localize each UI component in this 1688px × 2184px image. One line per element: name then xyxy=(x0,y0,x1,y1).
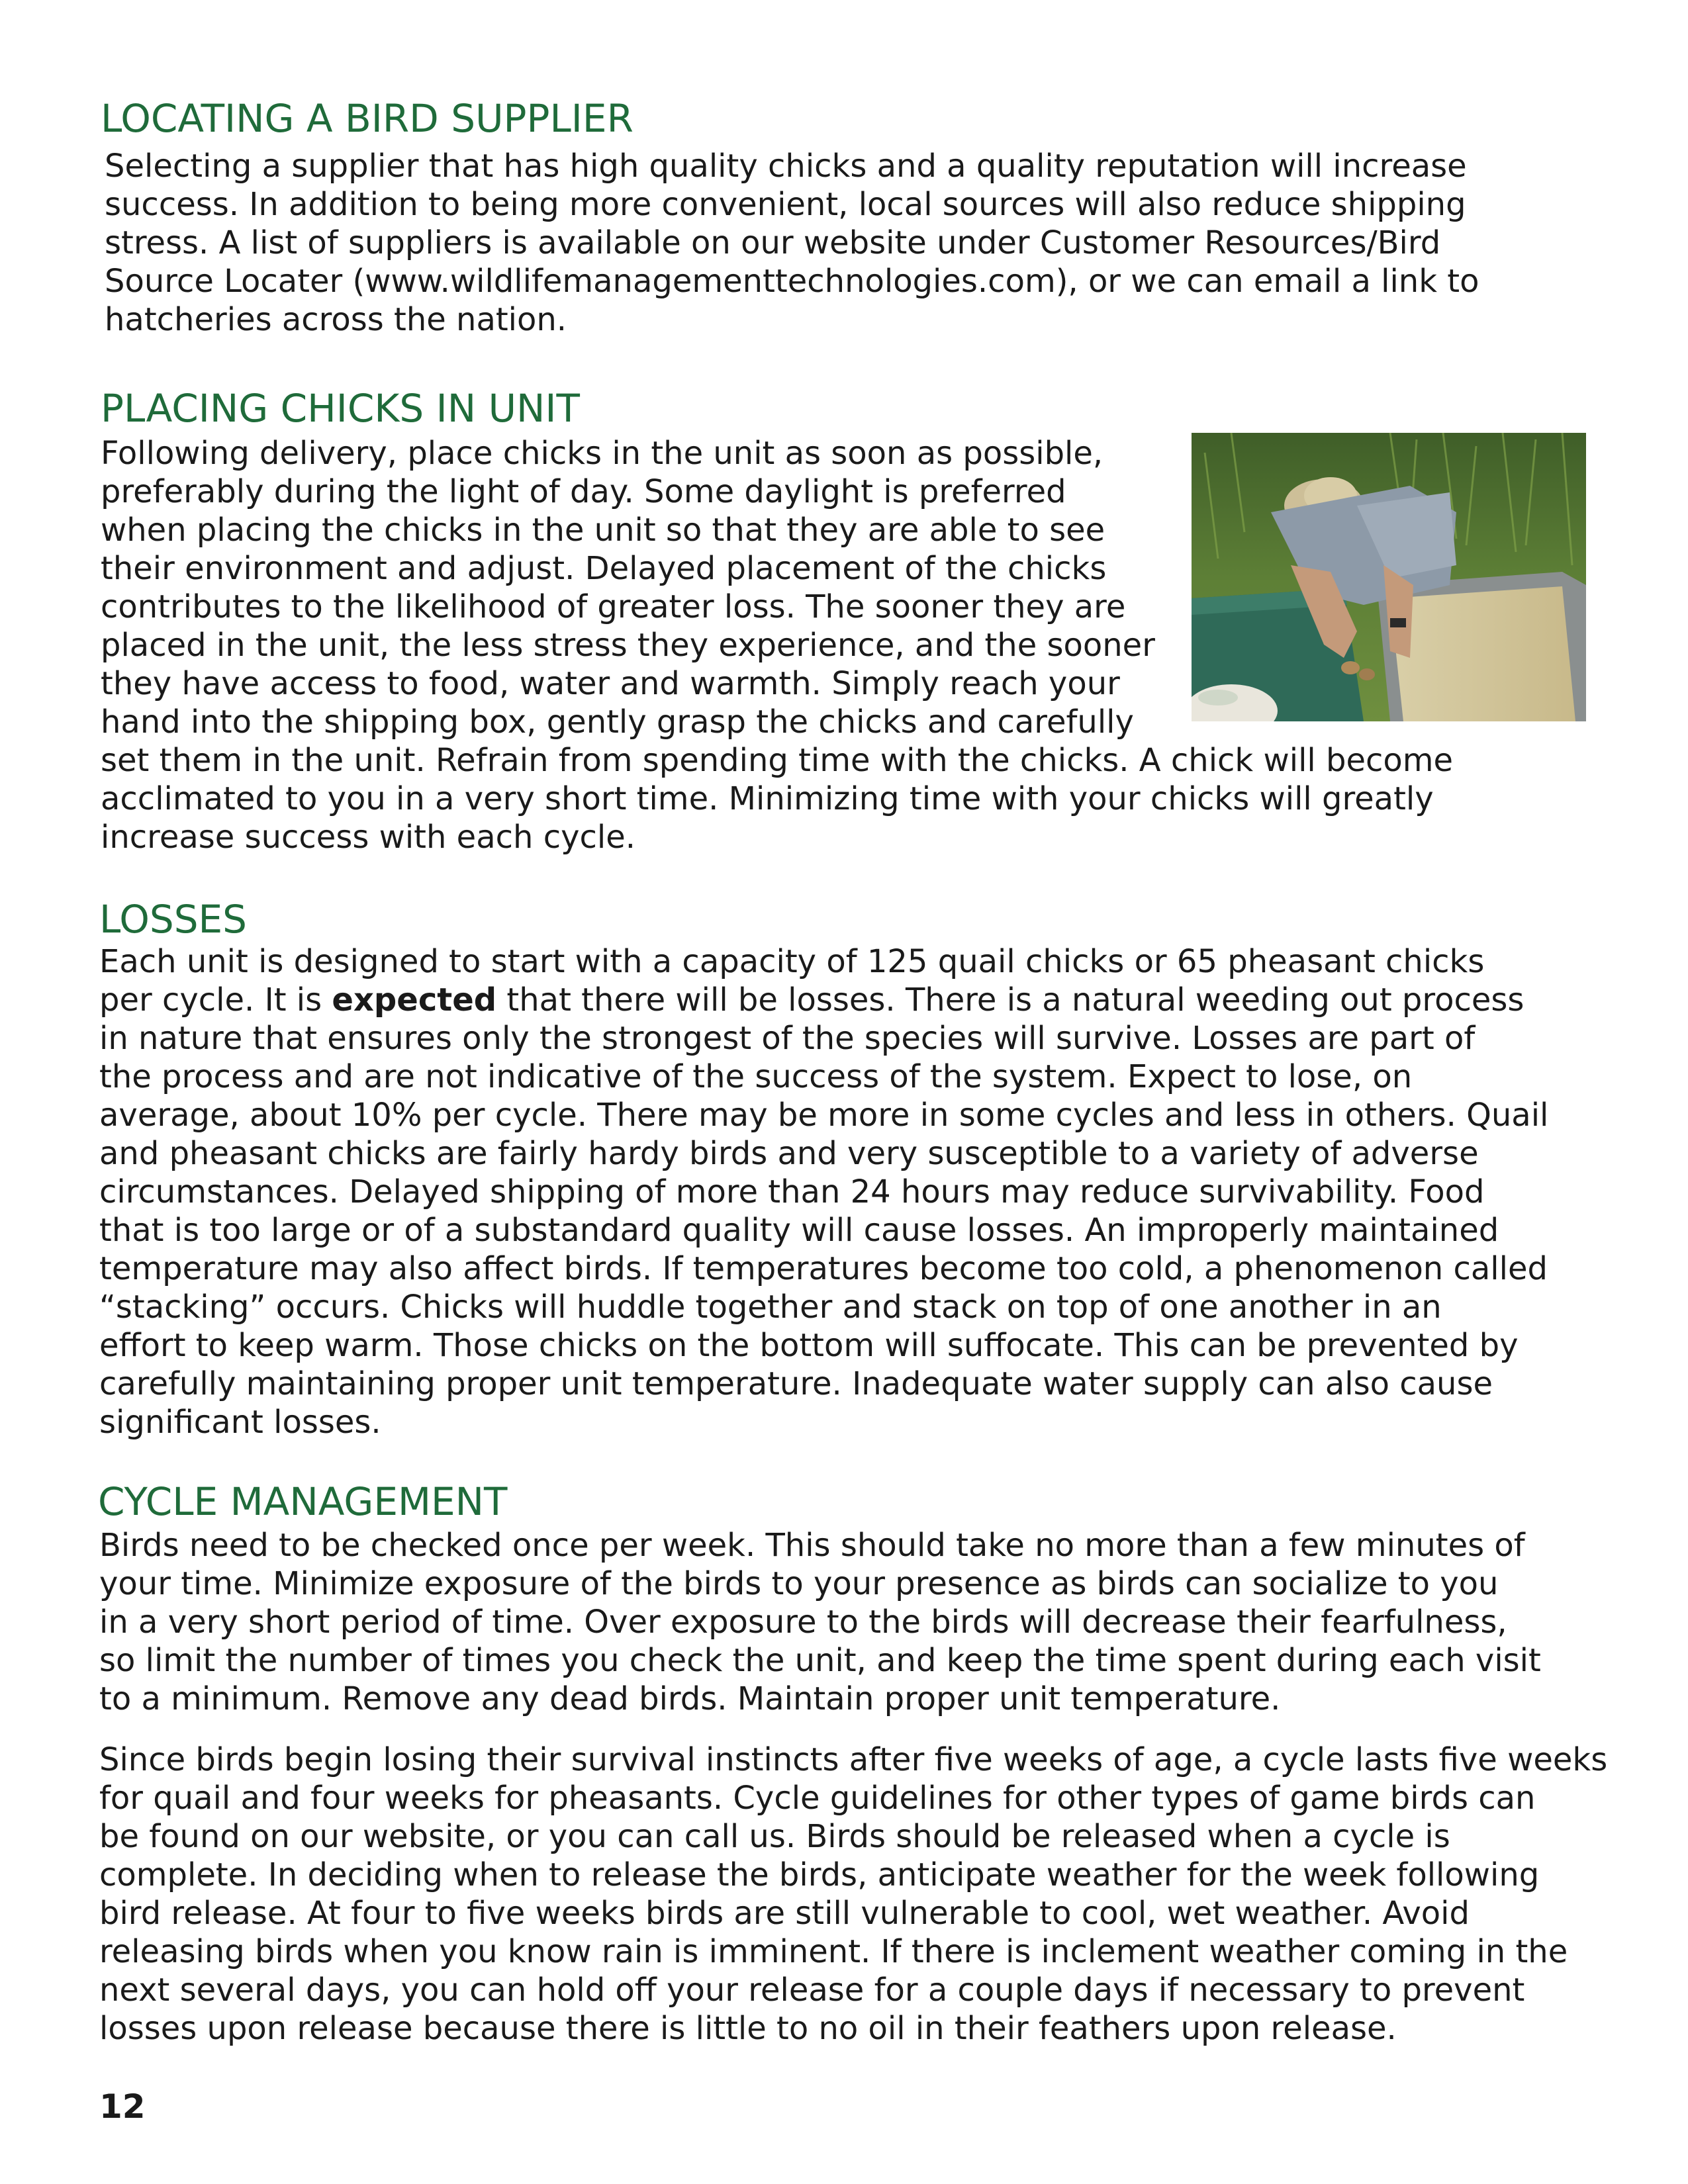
text-line: Birds need to be checked once per week. This should take no more than a few minutes of xyxy=(99,1527,1525,1564)
text-line: Since birds begin losing their survival instincts after five weeks of age, a cycle lasts five weeks xyxy=(99,1741,1608,1778)
text-line: bird release. At four to five weeks birds are still vulnerable to cool, wet weather. Avoid xyxy=(99,1895,1470,1932)
text-line: Each unit is designed to start with a capacity of 125 quail chicks or 65 pheasant chicks xyxy=(99,943,1485,980)
text-line: so limit the number of times you check the unit, and keep the time spent during each visit xyxy=(99,1642,1541,1679)
page-number: 12 xyxy=(99,2087,146,2126)
photo-placing-chicks xyxy=(1192,433,1586,721)
text-line: temperature may also affect birds. If temperatures become too cold, a phenomenon called xyxy=(99,1250,1548,1287)
paragraph-cycle-management-1 xyxy=(99,1526,1541,1718)
text-line: your time. Minimize exposure of the birds to your presence as birds can socialize to you xyxy=(99,1565,1499,1602)
text-line: success. In addition to being more convenient, local sources will also reduce shipping xyxy=(105,186,1466,223)
text-line: Following delivery, place chicks in the unit as soon as possible, xyxy=(101,435,1103,472)
text-line: and pheasant chicks are fairly hardy birds and very susceptible to a variety of adverse xyxy=(99,1135,1479,1172)
paragraph-locating-bird-supplier xyxy=(105,147,1479,339)
text-line: carefully maintaining proper unit temperature. Inadequate water supply can also cause xyxy=(99,1365,1493,1402)
text-line: complete. In deciding when to release the birds, anticipate weather for the week following xyxy=(99,1856,1540,1893)
text-line: circumstances. Delayed shipping of more than 24 hours may reduce survivability. Food xyxy=(99,1173,1485,1210)
text-line: acclimated to you in a very short time. Minimizing time with your chicks will greatly xyxy=(101,780,1434,817)
text-line: effort to keep warm. Those chicks on the bottom will suffocate. This can be prevented by xyxy=(99,1327,1519,1364)
text-line: Selecting a supplier that has high quality chicks and a quality reputation will increase xyxy=(105,148,1467,185)
paragraph-cycle-management-2 xyxy=(99,1741,1607,2048)
text-line: they have access to food, water and warmth. Simply reach your xyxy=(101,665,1120,702)
text-line: be found on our website, or you can call us. Birds should be released when a cycle is xyxy=(99,1818,1450,1855)
heading-cycle-management: CYCLE MANAGEMENT xyxy=(98,1479,508,1524)
text-line: when placing the chicks in the unit so that they are able to see xyxy=(101,512,1105,549)
text-line: losses upon release because there is little to no oil in their feathers upon release. xyxy=(99,2010,1397,2047)
text-line: in a very short period of time. Over exposure to the birds will decrease their fearfulness, xyxy=(99,1604,1507,1641)
heading-locating-bird-supplier: LOCATING A BIRD SUPPLIER xyxy=(101,96,633,141)
emphasis-expected: expected xyxy=(332,981,497,1019)
text-line: average, about 10% per cycle. There may be more in some cycles and less in others. Quail xyxy=(99,1097,1549,1134)
text-line: releasing birds when you know rain is imminent. If there is inclement weather coming in the xyxy=(99,1933,1568,1970)
text-line: their environment and adjust. Delayed placement of the chicks xyxy=(101,550,1107,587)
heading-placing-chicks: PLACING CHICKS IN UNIT xyxy=(101,386,580,431)
text-line: for quail and four weeks for pheasants. Cycle guidelines for other types of game birds can xyxy=(99,1780,1536,1817)
text-line: preferably during the light of day. Some daylight is preferred xyxy=(101,473,1066,510)
text-line: to a minimum. Remove any dead birds. Maintain proper unit temperature. xyxy=(99,1680,1281,1717)
paragraph-losses xyxy=(99,942,1548,1441)
text-segment: per cycle. It is xyxy=(99,981,332,1019)
text-line: significant losses. xyxy=(99,1404,381,1441)
text-line: hatcheries across the nation. xyxy=(105,301,567,338)
text-line: placed in the unit, the less stress they experience, and the sooner xyxy=(101,627,1155,664)
text-line: stress. A list of suppliers is available on our website under Customer Resources/Bird xyxy=(105,224,1441,261)
text-line: set them in the unit. Refrain from spending time with the chicks. A chick will become xyxy=(101,742,1454,779)
text-line: contributes to the likelihood of greater loss. The sooner they are xyxy=(101,588,1126,625)
text-line-emphasis xyxy=(99,981,1548,1019)
heading-losses: LOSSES xyxy=(99,897,247,942)
text-line: that is too large or of a substandard quality will cause losses. An improperly maintained xyxy=(99,1212,1499,1249)
text-line: Source Locater (www.wildlifemanagementtechnologies.com), or we can email a link to xyxy=(105,263,1479,300)
text-line: “stacking” occurs. Chicks will huddle together and stack on top of one another in an xyxy=(99,1289,1442,1326)
text-line: hand into the shipping box, gently grasp the chicks and carefully xyxy=(101,704,1134,741)
text-line: in nature that ensures only the strongest of the species will survive. Losses are part of xyxy=(99,1020,1476,1057)
text-line: the process and are not indicative of the success of the system. Expect to lose, on xyxy=(99,1058,1413,1095)
text-segment: that there will be losses. There is a natural weeding out process xyxy=(496,981,1524,1019)
text-line: increase success with each cycle. xyxy=(101,819,636,856)
text-line: next several days, you can hold off your release for a couple days if necessary to prevent xyxy=(99,1972,1525,2009)
